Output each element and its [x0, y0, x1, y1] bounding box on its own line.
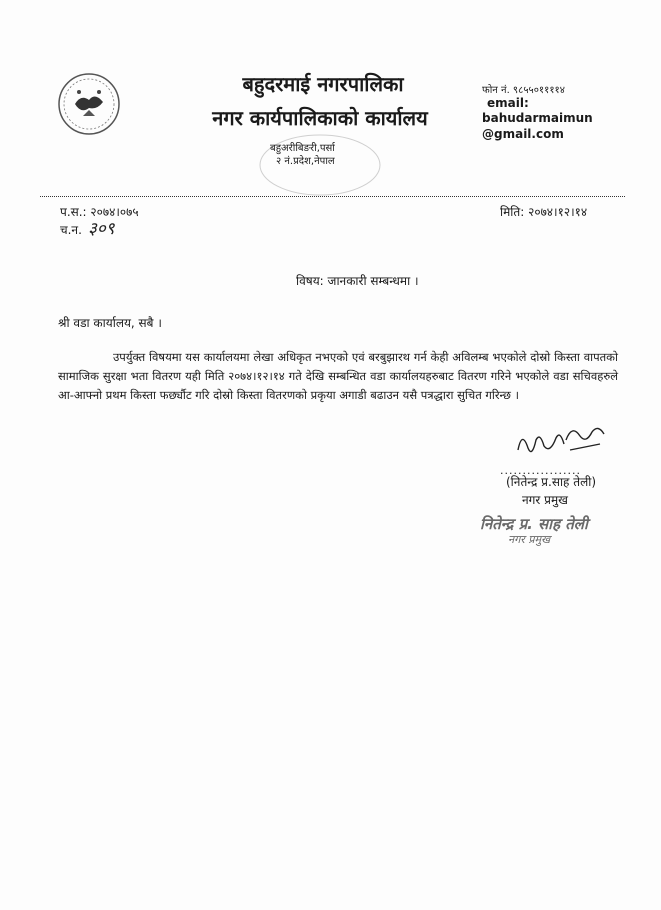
office-address-line2: २ नं.प्रदेश,नेपाल [276, 156, 335, 167]
email-domain: @gmail.com [482, 127, 564, 141]
letter-date: मिति: २०७४।१२।१४ [500, 205, 588, 219]
dispatch-number-handwritten: ३०९ [88, 219, 115, 239]
signature-line: .................. [500, 464, 581, 477]
municipality-emblem-icon [55, 70, 123, 138]
signer-name: (नितेन्द्र प्र.साह तेली) [506, 475, 596, 489]
subject-line: विषय: जानकारी सम्बन्धमा । [296, 274, 419, 288]
email-label: email: [487, 96, 529, 110]
signer-title: नगर प्रमुख [522, 493, 568, 507]
office-name: बहुदरमाई नगरपालिका [242, 72, 404, 96]
stamp-title: नगर प्रमुख [508, 533, 551, 546]
letter-body [58, 348, 618, 405]
body-paragraph: उपर्युक्त विषयमा यस कार्यालयमा लेखा अधिकृत नभएको एवं बरबुझारथ गर्न केही अविलम्ब भएकोले दोस्रो किस्ता वापतको सामाजिक सुरक्षा भता वितरण यही मिति २०७४।१२।१४ गते देखि सम्बन्धित वडा कार्यालयहरुबाट वितरण गरिने भएकोले वडा सचिवहरुले आ-आफ्नो प्रथम किस्ता फर्छ्यौट गरि दोस्रो किस्ता वितरणको प्रकृया अगाडी बढाउन यसै पत्रद्धारा सुचित गरिन्छ । [58, 350, 618, 402]
email-user: bahudarmaimun [482, 111, 593, 125]
reference-number: प.स.: २०७४।०७५ [60, 205, 139, 219]
addressee: श्री वडा कार्यालय, सबै । [58, 316, 162, 330]
stamp-name: नितेन्द्र प्र. साह तेली [480, 515, 588, 533]
office-address-line1: बहुअरीबिङरी,पर्सा [270, 143, 335, 154]
handwritten-signature [500, 410, 620, 470]
office-subtitle: नगर कार्यपालिकाको कार्यालय [212, 106, 428, 130]
dispatch-label: च.न. [60, 223, 82, 237]
phone-number: फोन नं. ९८५५०११११४ [482, 85, 565, 96]
header-divider [40, 196, 625, 197]
